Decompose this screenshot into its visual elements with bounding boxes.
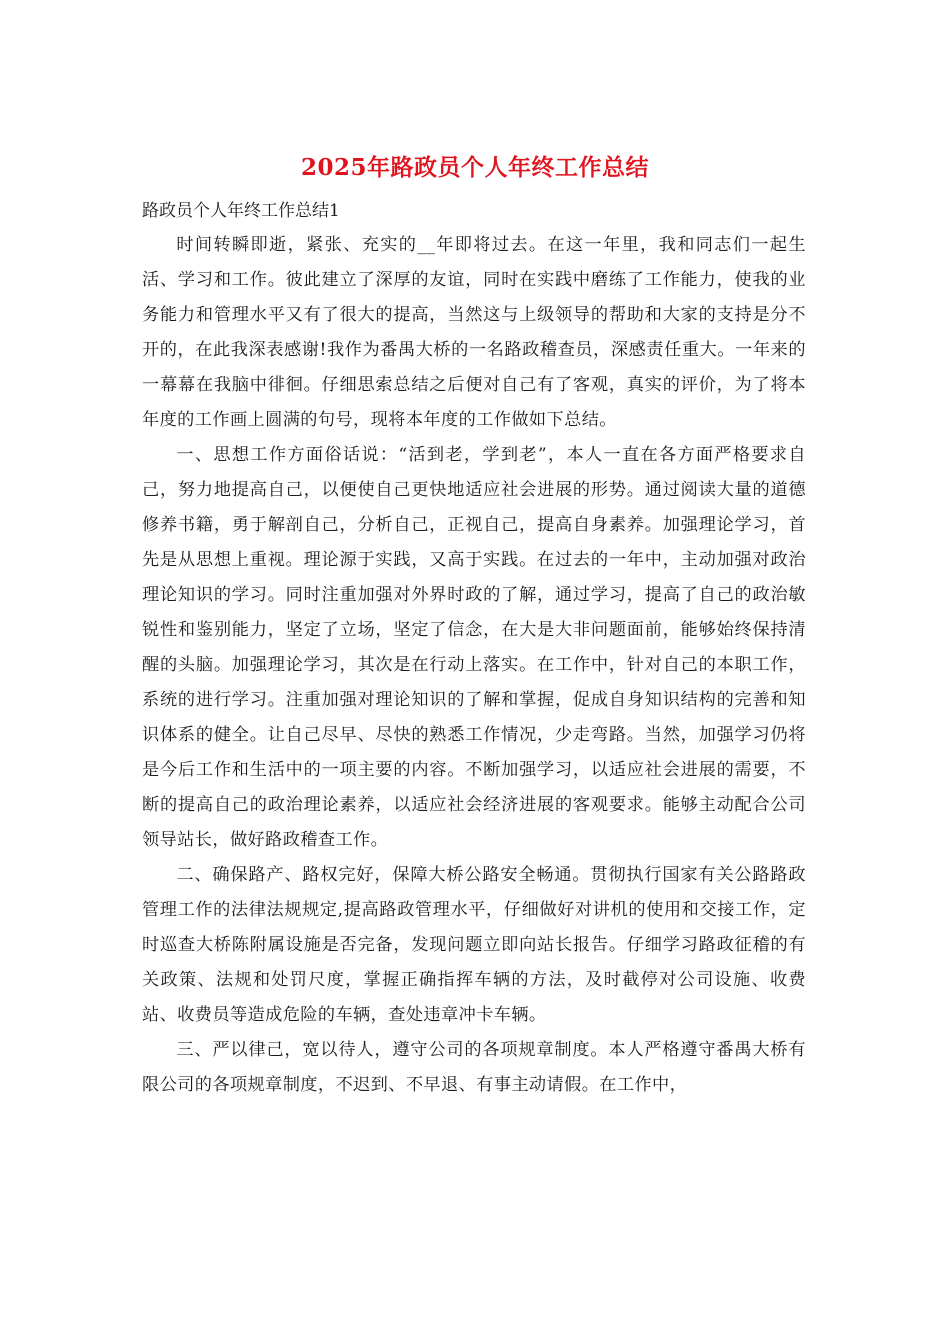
paragraph-discipline: 三、严以律己，宽以待人，遵守公司的各项规章制度。本人严格遵守番禺大桥有限公司的各项规章制度，不迟到、不早退、有事主动请假。在工作中， (142, 1040, 806, 1095)
document-title: 2025年路政员个人年终工作总结 (300, 154, 649, 181)
document-body (142, 228, 806, 1103)
paragraph-road-safety: 二、确保路产、路权完好，保障大桥公路安全畅通。贯彻执行国家有关公路路政管理工作的法律法规规定,提高路政管理水平，仔细做好对讲机的使用和交接工作，定时巡查大桥陈附属设施是否完备，发现问题立即向站长报告。仔细学习路政征稽的有关政策、法规和处罚尺度，掌握正确指挥车辆的方法，及时截停对公司设施、收费站、收费员等造成危险的车辆，查处违章冲卡车辆。 (142, 865, 806, 1025)
document-subtitle: 路政员个人年终工作总结1 (142, 201, 340, 221)
paragraph-ideology: 一、思想工作方面俗话说：“活到老，学到老”，本人一直在各方面严格要求自己，努力地提高自己，以便使自己更快地适应社会进展的形势。通过阅读大量的道德修养书籍，勇于解剖自己，分析自己，正视自己，提高自身素养。加强理论学习，首先是从思想上重视。理论源于实践，又高于实践。在过去的一年中，主动加强对政治理论知识的学习。同时注重加强对外界时政的了解，通过学习，提高了自己的政治敏锐性和鉴别能力，坚定了立场，坚定了信念，在大是大非问题面前，能够始终保持清醒的头脑。加强理论学习，其次是在行动上落实。在工作中，针对自己的本职工作，系统的进行学习。注重加强对理论知识的了解和掌握，促成自身知识结构的完善和知识体系的健全。让自己尽早、尽快的熟悉工作情况，少走弯路。当然，加强学习仍将是今后工作和生活中的一项主要的内容。不断加强学习，以适应社会进展的需要，不断的提高自己的政治理论素养，以适应社会经济进展的客观要求。能够主动配合公司领导站长，做好路政稽查工作。 (142, 445, 806, 850)
paragraph-intro: 时间转瞬即逝，紧张、充实的__年即将过去。在这一年里，我和同志们一起生活、学习和工作。彼此建立了深厚的友谊，同时在实践中磨练了工作能力，使我的业务能力和管理水平又有了很大的提高，当然这与上级领导的帮助和大家的支持是分不开的，在此我深表感谢!我作为番禺大桥的一名路政稽查员，深感责任重大。一年来的一幕幕在我脑中徘徊。仔细思索总结之后便对自己有了客观，真实的评价，为了将本年度的工作画上圆满的句号，现将本年度的工作做如下总结。 (142, 235, 806, 430)
